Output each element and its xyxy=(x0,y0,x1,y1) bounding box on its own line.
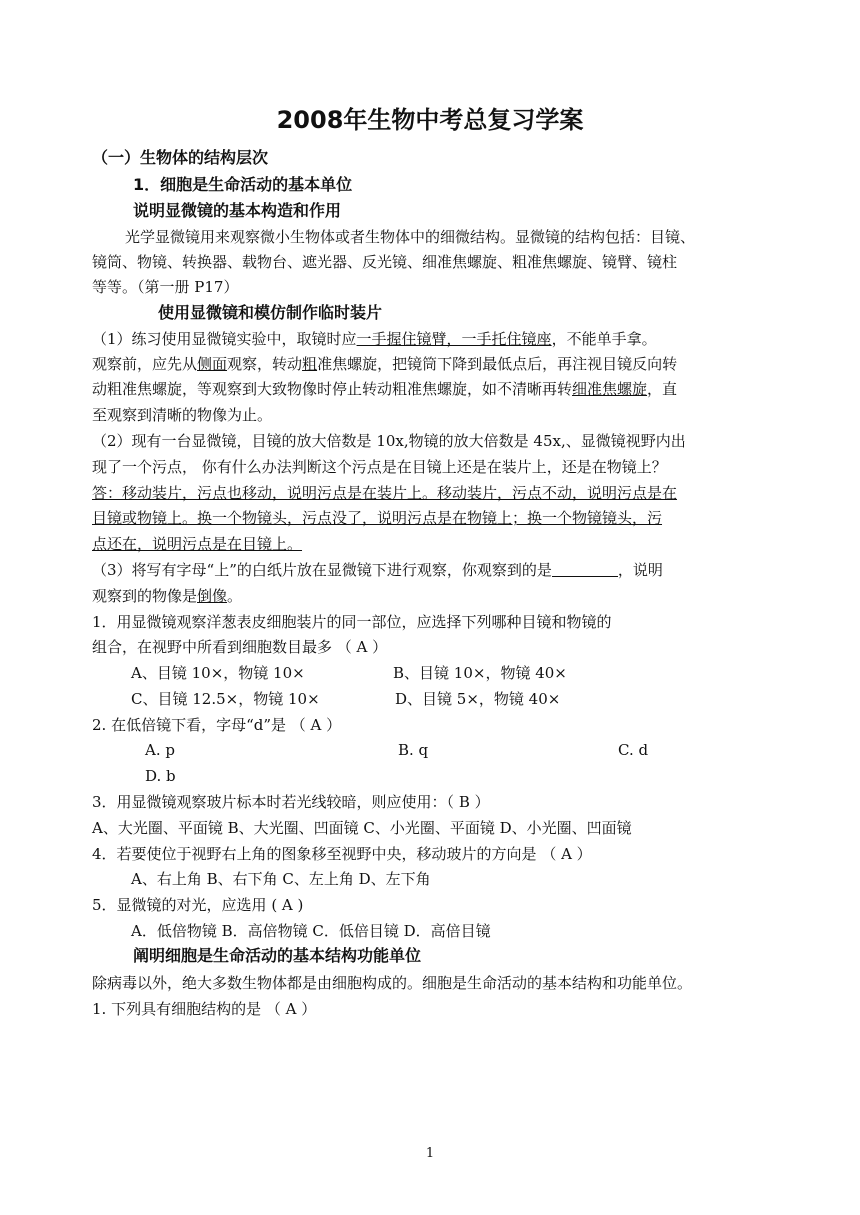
question-line xyxy=(92,559,663,581)
section-heading: （一）生物体的结构层次 xyxy=(92,148,269,167)
paragraph-line: 镜筒、物镜、转换器、载物台、遮光器、反光镜、细准焦螺旋、粗准焦螺旋、镜臂、镜柱 xyxy=(92,253,678,271)
answer-line: 答：移动装片，污点也移动，说明污点是在装片上。移动装片，污点不动，说明污点是在 xyxy=(92,484,678,502)
subsection-heading: 1．细胞是生命活动的基本单位 xyxy=(133,175,353,194)
text: ，说明 xyxy=(617,561,663,579)
answer-blank xyxy=(552,561,618,577)
option-d: D. b xyxy=(145,767,176,785)
text: 动粗准焦螺旋，等观察到大致物像时停止转动粗准焦螺旋，如不清晰再转 xyxy=(92,380,573,398)
text: ，直 xyxy=(647,380,678,398)
page-title: 2008年生物中考总复习学案 xyxy=(276,106,584,134)
text: ，不能单手拿。 xyxy=(551,330,657,348)
question-line: 2. 在低倍镜下看，字母“d”是 （ A ） xyxy=(92,716,342,734)
question-line xyxy=(92,328,657,350)
question-line: 1. 下列具有细胞结构的是 （ A ） xyxy=(92,1000,317,1018)
option-b: B. q xyxy=(398,741,429,759)
text: 观察到的物像是 xyxy=(92,587,198,605)
text: （1）练习使用显微镜实验中，取镜时应 xyxy=(92,330,357,348)
question-line: 组合，在视野中所看到细胞数目最多 （ A ） xyxy=(92,638,388,656)
paragraph-line: 除病毒以外，绝大多数生物体都是由细胞构成的。细胞是生命活动的基本结构和功能单位。 xyxy=(92,974,693,992)
question-line: 现了一个污点， 你有什么办法判断这个污点是在目镜上还是在装片上，还是在物镜上？ xyxy=(92,458,667,476)
option-b: B、目镜 10×，物镜 40× xyxy=(393,664,567,682)
paragraph-line: 等等。（第一册 P17） xyxy=(92,278,239,296)
answer-line: 点还在，说明污点是在目镜上。 xyxy=(92,535,303,553)
text: （3）将写有字母“上”的白纸片放在显微镜下进行观察，你观察到的是 xyxy=(92,561,552,579)
option-a: A、目镜 10×，物镜 10× xyxy=(131,664,305,682)
options-line: A、大光圈、平面镜 B、大光圈、凹面镜 C、小光圈、平面镜 D、小光圈、凹面镜 xyxy=(92,819,632,837)
answer-underlined: 细准焦螺旋 xyxy=(572,380,648,398)
answer-underlined: 一手握住镜臂，一手托住镜座 xyxy=(356,330,552,348)
question-line: （2）现有一台显微镜，目镜的放大倍数是 10x,物镜的放大倍数是 45x,、显微镜视野内出 xyxy=(92,432,686,450)
option-c: C、目镜 12.5×，物镜 10× xyxy=(131,690,320,708)
text: 观察前，应先从 xyxy=(92,355,198,373)
question-line: 1．用显微镜观察洋葱表皮细胞装片的同一部位，应选择下列哪种目镜和物镜的 xyxy=(92,613,612,631)
option-d: D、目镜 5×，物镜 40× xyxy=(395,690,561,708)
options-line: A．低倍物镜 B．高倍物镜 C．低倍目镜 D．高倍目镜 xyxy=(131,922,491,940)
text: 观察，转动 xyxy=(227,355,303,373)
question-line: 5．显微镜的对光，应选用 ( A ) xyxy=(92,896,304,914)
topic-heading-practice: 使用显微镜和模仿制作临时装片 xyxy=(158,303,383,322)
question-line: 3．用显微镜观察玻片标本时若光线较暗，则应使用：（ B ） xyxy=(92,793,490,811)
question-line xyxy=(92,378,677,400)
text: 准焦螺旋，把镜筒下降到最低点后，再注视目镜反向转 xyxy=(317,355,678,373)
question-line xyxy=(92,353,677,375)
question-line xyxy=(92,585,242,607)
question-line: 4．若要使位于视野右上角的图象移至视野中央，移动玻片的方向是 （ A ） xyxy=(92,845,592,863)
option-a: A. p xyxy=(145,741,175,759)
option-c: C. d xyxy=(618,741,649,759)
text: 。 xyxy=(227,587,243,605)
paragraph-line: 光学显微镜用来观察微小生物体或者生物体中的细微结构。显微镜的结构包括：目镜、 xyxy=(125,228,696,246)
page-number: 1 xyxy=(425,1146,435,1161)
answer-line: 目镜或物镜上。换一个物镜头，污点没了，说明污点是在物镜上；换一个物镜镜头，污 xyxy=(92,509,663,527)
topic-heading-microscope: 说明显微镜的基本构造和作用 xyxy=(133,201,342,220)
answer-underlined: 粗 xyxy=(302,355,318,373)
answer-underlined: 倒像 xyxy=(197,587,228,605)
answer-underlined: 侧面 xyxy=(197,355,228,373)
options-line: A、右上角 B、右下角 C、左上角 D、左下角 xyxy=(131,870,431,888)
question-line: 至观察到清晰的物像为止。 xyxy=(92,406,273,424)
topic-heading-cell: 阐明细胞是生命活动的基本结构功能单位 xyxy=(133,946,422,965)
